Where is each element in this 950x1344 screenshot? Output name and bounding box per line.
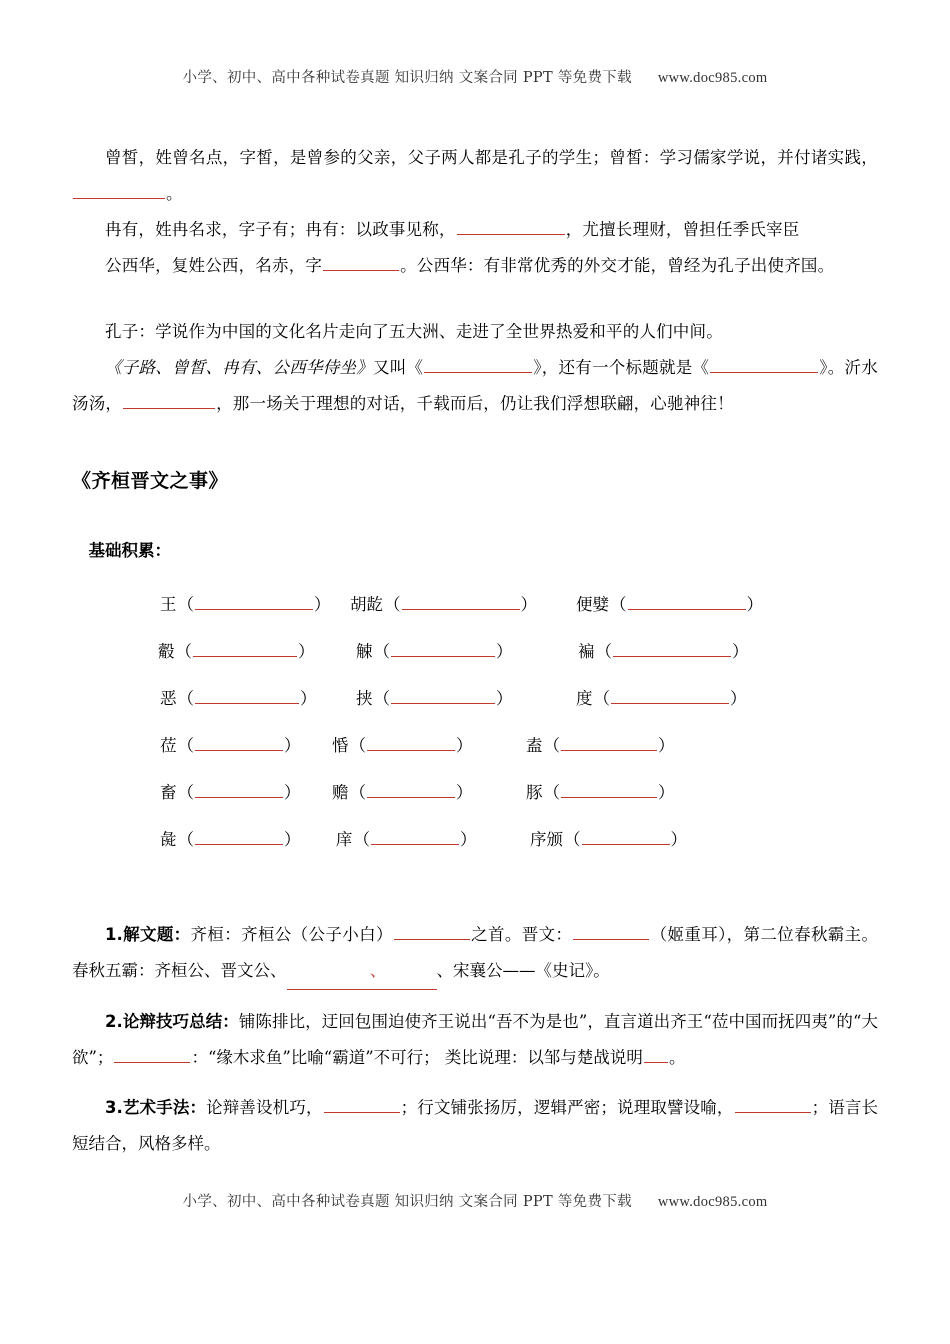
section-gap-3 bbox=[72, 561, 878, 591]
blank-pinyin[interactable] bbox=[582, 828, 670, 846]
paren-close: ） bbox=[298, 642, 315, 661]
blank-pinyin[interactable] bbox=[611, 687, 729, 705]
zengxi-text-part2: 。 bbox=[166, 184, 183, 203]
blank-pinyin[interactable] bbox=[561, 734, 657, 752]
blank-gongxihua-style[interactable] bbox=[323, 254, 399, 272]
paren-open: （ bbox=[353, 830, 370, 849]
char-row bbox=[72, 779, 878, 826]
blank-alias-title-2[interactable] bbox=[710, 356, 818, 374]
header-promo-text bbox=[183, 70, 768, 86]
blank-qihuan[interactable] bbox=[394, 923, 470, 941]
blank-zengxi-practice[interactable] bbox=[73, 182, 165, 200]
blank-pinyin[interactable] bbox=[195, 734, 283, 752]
paren-open: （ bbox=[543, 783, 560, 802]
paren-open: （ bbox=[177, 689, 194, 708]
paragraph-zengxi bbox=[72, 140, 878, 212]
section-gap-1 bbox=[72, 422, 878, 466]
char-cell bbox=[526, 732, 675, 756]
paren-open: （ bbox=[349, 736, 366, 755]
subsection-title-basics: 基础积累： bbox=[88, 541, 171, 560]
item1-seg3: （姬重耳），第二位春秋霸主。春秋五霸：齐桓公、晋文公、 bbox=[72, 925, 879, 980]
blank-pinyin[interactable] bbox=[628, 593, 746, 611]
header-url: www.doc985.com bbox=[657, 70, 768, 86]
char-row bbox=[72, 685, 878, 732]
char-glyph: 胡龁 bbox=[350, 595, 383, 614]
paren-close: ） bbox=[732, 642, 749, 661]
char-glyph: 豚 bbox=[526, 783, 543, 802]
blank-pinyin[interactable] bbox=[195, 828, 283, 846]
paren-open: （ bbox=[373, 642, 390, 661]
blank-wuba-pair[interactable]: 、 bbox=[287, 953, 437, 990]
header-text: 小学、初中、高中各种试卷真题 知识归纳 文案合同 PPT 等免费下载 bbox=[182, 70, 632, 86]
char-glyph: 畜 bbox=[160, 783, 177, 802]
item3-number: 3. bbox=[105, 1098, 123, 1117]
paragraph-gongxihua bbox=[72, 248, 878, 284]
paren-open: （ bbox=[175, 642, 192, 661]
paren-close: ） bbox=[284, 783, 301, 802]
blank-pinyin[interactable] bbox=[391, 687, 495, 705]
char-cell bbox=[158, 638, 356, 662]
gongxihua-text-part2: 。公西华：有非常优秀的外交才能，曾经为孔子出使齐国。 bbox=[400, 256, 835, 275]
char-glyph: 庠 bbox=[336, 830, 353, 849]
char-glyph: 褊 bbox=[578, 642, 595, 661]
char-glyph: 挟 bbox=[356, 689, 373, 708]
zengxi-text-part1: 曾皙，姓曾名点，字皙，是曾参的父亲，父子两人都是孔子的学生；曾皙：学习儒家学说，并付诸实践， bbox=[105, 148, 878, 167]
char-cell bbox=[350, 591, 576, 615]
item-gap-1 bbox=[72, 990, 878, 1004]
section-gap-4 bbox=[72, 873, 878, 917]
blank-alias-title-1[interactable] bbox=[424, 356, 532, 374]
paren-close: ） bbox=[730, 689, 747, 708]
char-cell bbox=[578, 638, 749, 662]
paren-open: （ bbox=[373, 689, 390, 708]
blank-pinyin[interactable] bbox=[195, 593, 313, 611]
paren-close: ） bbox=[314, 595, 331, 614]
paren-open: （ bbox=[177, 736, 194, 755]
char-cell bbox=[160, 732, 332, 756]
item2-number: 2. bbox=[105, 1012, 123, 1031]
paragraph-work-alias bbox=[72, 350, 878, 422]
item2-lead: 论辩技巧总结： bbox=[122, 1012, 239, 1031]
char-glyph: 恶 bbox=[160, 689, 177, 708]
char-cell bbox=[576, 685, 747, 709]
item2-seg3: 。 bbox=[668, 1048, 686, 1067]
char-cell bbox=[332, 732, 526, 756]
blank-pinyin[interactable] bbox=[613, 640, 731, 658]
paren-close: ） bbox=[284, 736, 301, 755]
char-row bbox=[72, 591, 878, 638]
char-cell bbox=[160, 826, 336, 850]
blank-pinyin[interactable] bbox=[371, 828, 459, 846]
char-glyph: 盍 bbox=[526, 736, 543, 755]
item1-seg1: 齐桓：齐桓公（公子小白） bbox=[190, 925, 393, 944]
paragraph-gap-1 bbox=[72, 284, 878, 314]
paren-open: （ bbox=[610, 595, 627, 614]
work-title: 《子路、曾皙、冉有、公西华侍坐》 bbox=[105, 358, 373, 377]
char-glyph: 觳 bbox=[158, 642, 175, 661]
char-glyph: 彘 bbox=[160, 830, 177, 849]
paragraph-kongzi bbox=[72, 314, 878, 350]
paren-open: （ bbox=[564, 830, 581, 849]
page-title: 《齐桓晋文之事》 bbox=[72, 470, 229, 492]
char-cell bbox=[576, 591, 763, 615]
paren-open: （ bbox=[177, 783, 194, 802]
item3-lead: 艺术手法： bbox=[122, 1098, 207, 1117]
paragraph-ranyou bbox=[72, 212, 878, 248]
alias-seg1: 又叫《 bbox=[372, 358, 424, 377]
blank-pinyin[interactable] bbox=[367, 781, 455, 799]
paren-close: ） bbox=[658, 783, 675, 802]
page-header bbox=[0, 66, 950, 87]
char-glyph: 度 bbox=[576, 689, 593, 708]
footer-url: www.doc985.com bbox=[657, 1194, 768, 1210]
blank-zouchu[interactable] bbox=[644, 1046, 668, 1064]
item1-number: 1. bbox=[105, 925, 123, 944]
char-cell bbox=[356, 685, 576, 709]
paren-close: ） bbox=[456, 783, 473, 802]
char-row bbox=[72, 638, 878, 685]
paren-close: ） bbox=[496, 642, 513, 661]
paren-open: （ bbox=[543, 736, 560, 755]
paren-close: ） bbox=[456, 736, 473, 755]
char-cell bbox=[336, 826, 530, 850]
alias-seg3: 》。沂水汤汤， bbox=[72, 358, 878, 413]
item3-seg3: ；语言长短结合，风格多样。 bbox=[72, 1098, 879, 1153]
paren-open: （ bbox=[593, 689, 610, 708]
char-cell bbox=[332, 779, 526, 803]
item1-seg4: 、宋襄公——《史记》。 bbox=[436, 961, 610, 980]
paren-open: （ bbox=[595, 642, 612, 661]
item2-seg2: ：“缘木求鱼”比喻“霸道”不可行； 类比说理：以邹与楚战说明 bbox=[191, 1048, 643, 1067]
char-glyph: 莅 bbox=[160, 736, 177, 755]
char-glyph: 便嬖 bbox=[576, 595, 609, 614]
paren-open: （ bbox=[349, 783, 366, 802]
paren-close: ） bbox=[300, 689, 317, 708]
paren-open: （ bbox=[177, 830, 194, 849]
paren-open: （ bbox=[177, 595, 194, 614]
section-gap-2 bbox=[72, 493, 878, 537]
page-footer bbox=[0, 1190, 950, 1211]
item3-seg1: 论辩善设机巧， bbox=[206, 1098, 323, 1117]
footer-text: 小学、初中、高中各种试卷真题 知识归纳 文案合同 PPT 等免费下载 bbox=[182, 1194, 632, 1210]
char-cell bbox=[160, 779, 332, 803]
blank-pinyin[interactable] bbox=[195, 687, 299, 705]
blank-jinwen[interactable] bbox=[573, 923, 649, 941]
blank-yishui[interactable] bbox=[123, 392, 215, 410]
blank-pinyin[interactable] bbox=[561, 781, 657, 799]
analysis-item-2 bbox=[72, 1004, 878, 1076]
ranyou-text-part1: 冉有，姓冉名求，字子有；冉有：以政事见称， bbox=[105, 220, 456, 239]
char-cell bbox=[160, 591, 350, 615]
item2-seg1: 铺陈排比，迂回包围迫使齐王说出“吾不为是也”，直言道出齐王“莅中国而抚四夷”的“大欲”； bbox=[72, 1012, 878, 1067]
paren-close: ） bbox=[658, 736, 675, 755]
paren-close: ） bbox=[284, 830, 301, 849]
char-cell bbox=[530, 826, 687, 850]
blank-pinyin[interactable] bbox=[367, 734, 455, 752]
char-cell bbox=[356, 638, 578, 662]
paren-close: ） bbox=[670, 830, 687, 849]
item3-seg2: ；行文铺张扬厉，逻辑严密；说理取譬设喻， bbox=[400, 1098, 734, 1117]
blank-art-2[interactable] bbox=[735, 1096, 811, 1114]
char-glyph: 觫 bbox=[356, 642, 373, 661]
char-glyph: 王 bbox=[160, 595, 177, 614]
item-gap-2 bbox=[72, 1076, 878, 1090]
blank-pinyin[interactable] bbox=[195, 781, 283, 799]
paren-close: ） bbox=[460, 830, 477, 849]
pinyin-practice-grid bbox=[72, 591, 878, 873]
paren-open: （ bbox=[384, 595, 401, 614]
document-body bbox=[72, 140, 878, 1162]
paren-close: ） bbox=[496, 689, 513, 708]
blank-art-1[interactable] bbox=[324, 1096, 400, 1114]
blank-pinyin[interactable] bbox=[402, 593, 520, 611]
ranyou-text-part2: ，尤擅长理财，曾担任季氏宰臣 bbox=[565, 220, 800, 239]
analysis-item-3 bbox=[72, 1090, 878, 1162]
char-glyph: 惛 bbox=[332, 736, 349, 755]
footer-promo-text bbox=[183, 1194, 768, 1210]
blank-ranyou-trait[interactable] bbox=[457, 218, 565, 236]
char-row bbox=[72, 826, 878, 873]
char-cell bbox=[526, 779, 675, 803]
item1-seg2: 之首。晋文： bbox=[470, 925, 573, 944]
item1-lead: 解文题： bbox=[122, 925, 191, 944]
char-glyph: 赡 bbox=[332, 783, 349, 802]
paren-close: ） bbox=[520, 595, 537, 614]
char-glyph: 序颁 bbox=[530, 830, 563, 849]
alias-seg4: ，那一场关于理想的对话，千载而后，仍让我们浮想联翩，心驰神往！ bbox=[216, 394, 734, 413]
char-cell bbox=[160, 685, 356, 709]
blank-pinyin[interactable] bbox=[193, 640, 297, 658]
analysis-item-1 bbox=[72, 917, 878, 990]
alias-seg2: 》，还有一个标题就是《 bbox=[533, 358, 710, 377]
paren-close: ） bbox=[746, 595, 763, 614]
char-row bbox=[72, 732, 878, 779]
blank-pinyin[interactable] bbox=[391, 640, 495, 658]
blank-technique[interactable] bbox=[114, 1046, 190, 1064]
kongzi-text: 孔子：学说作为中国的文化名片走向了五大洲、走进了全世界热爱和平的人们中间。 bbox=[105, 322, 723, 341]
gongxihua-text-part1: 公西华，复姓公西，名赤，字 bbox=[105, 256, 323, 275]
